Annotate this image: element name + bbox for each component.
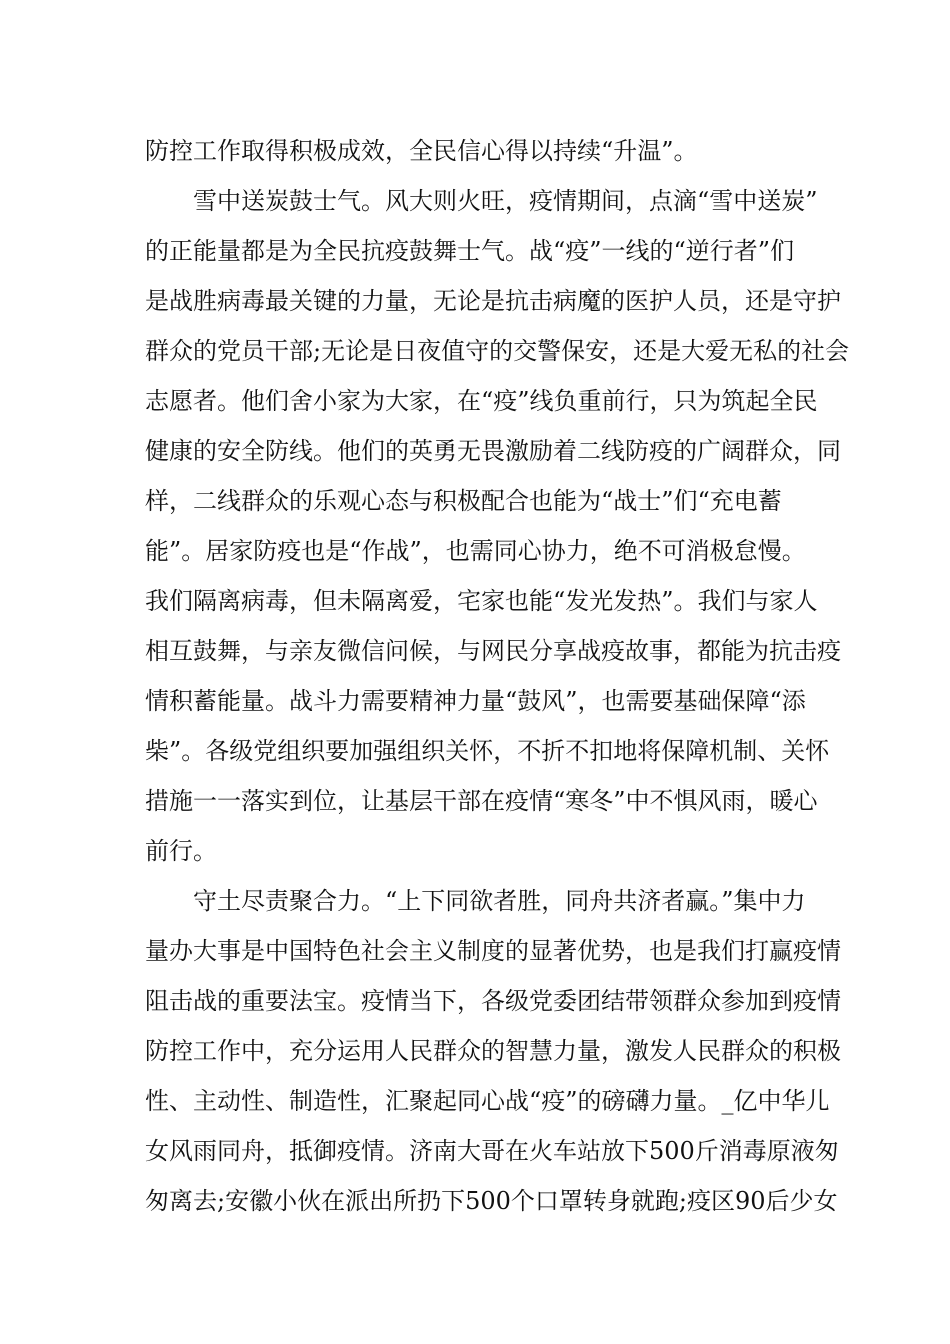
text-line: 相互鼓舞，与亲友微信问候，与网民分享战疫故事，都能为抗击疫 (145, 637, 841, 665)
text-line: 情积蓄能量。战斗力需要精神力量“鼓风”，也需要基础保障“添 (145, 687, 806, 715)
text-line: 的正能量都是为全民抗疫鼓舞士气。战“疫”一线的“逆行者”们 (145, 237, 795, 265)
text-line: 女风雨同舟，抵御疫情。济南大哥在火车站放下500斤消毒原液匆 (145, 1137, 839, 1165)
text-line: 健康的安全防线。他们的英勇无畏激励着二线防疫的广阔群众，同 (145, 437, 841, 465)
paragraph-joint-effort (145, 876, 841, 1226)
text-line: 守土尽责聚合力。“上下同欲者胜，同舟共济者赢。”集中力 (193, 887, 806, 915)
text-line: 匆离去;安徽小伙在派出所扔下500个口罩转身就跑;疫区90后少女 (145, 1187, 838, 1215)
text-line: 量办大事是中国特色社会主义制度的显著优势，也是我们打赢疫情 (145, 937, 841, 965)
text-line: 防控工作中，充分运用人民群众的智慧力量，激发人民群众的积极 (145, 1037, 841, 1065)
text-line: 防控工作取得积极成效，全民信心得以持续“升温”。 (145, 137, 698, 165)
text-line: 我们隔离病毒，但未隔离爱，宅家也能“发光发热”。我们与家人 (145, 587, 818, 615)
paragraph-snow-charcoal (145, 176, 850, 876)
text-line: 能”。居家防疫也是“作战”，也需同心协力，绝不可消极怠慢。 (145, 537, 806, 565)
text-line: 志愿者。他们舍小家为大家，在“疫”线负重前行，只为筑起全民 (145, 387, 818, 415)
text-line: 性、主动性、制造性，汇聚起同心战“疫”的磅礴力量。_亿中华儿 (145, 1087, 830, 1115)
text-line: 措施一一落实到位，让基层干部在疫情“寒冬”中不惧风雨，暖心 (145, 787, 818, 815)
text-line: 前行。 (145, 837, 217, 865)
text-line: 样，二线群众的乐观心态与积极配合也能为“战士”们“充电蓄 (145, 487, 782, 515)
text-line: 是战胜病毒最关键的力量，无论是抗击病魔的医护人员，还是守护 (145, 287, 841, 315)
document-body (145, 126, 850, 1226)
text-line: 柴”。各级党组织要加强组织关怀，不折不扣地将保障机制、关怀 (145, 737, 830, 765)
text-line: 群众的党员干部;无论是日夜值守的交警保安，还是大爱无私的社会 (145, 337, 850, 365)
text-line: 阻击战的重要法宝。疫情当下，各级党委团结带领群众参加到疫情 (145, 987, 841, 1015)
text-line: 雪中送炭鼓士气。风大则火旺，疫情期间，点滴“雪中送炭” (193, 187, 818, 215)
paragraph-continuation (145, 126, 810, 176)
